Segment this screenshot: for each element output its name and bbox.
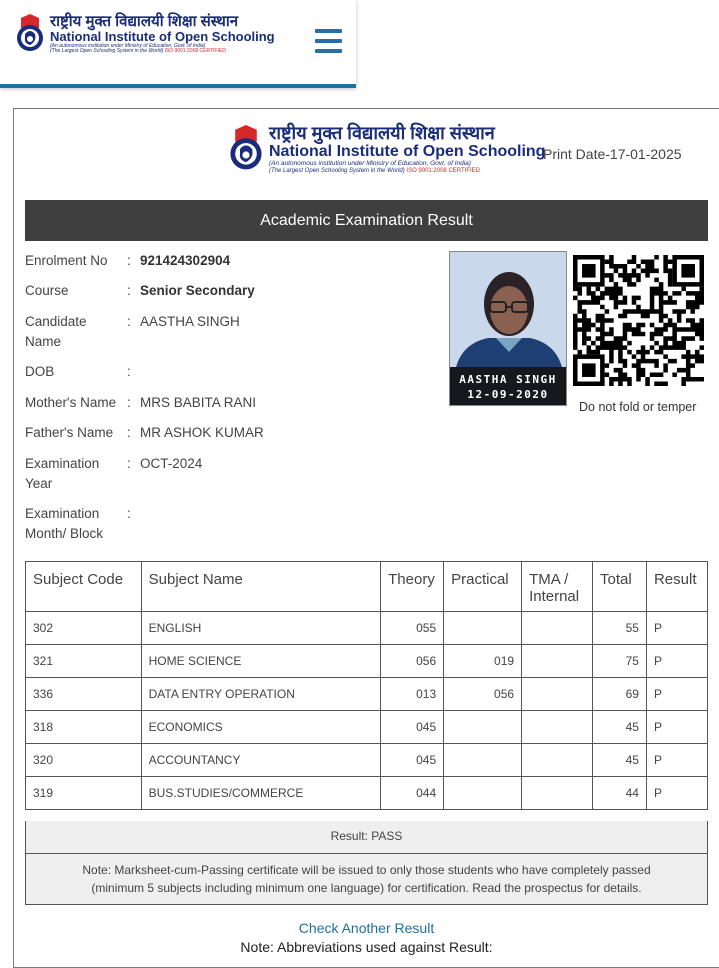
practical-cell: 056	[444, 678, 522, 711]
theory-cell: 045	[381, 711, 444, 744]
total-cell: 45	[593, 711, 647, 744]
nios-logo[interactable]	[15, 14, 275, 54]
field-label: Course	[25, 283, 69, 298]
note-line: Note: Marksheet-cum-Passing certificate will be issued to only those students who have completely passed	[82, 863, 651, 877]
table-row	[26, 777, 708, 810]
photo-caption-date: 12-09-2020	[467, 388, 549, 401]
field-colon: :	[127, 314, 131, 329]
abbreviations-note: Note: Abbreviations used against Result:	[240, 939, 493, 955]
field-colon: :	[127, 364, 131, 379]
tma-cell	[522, 711, 593, 744]
field-label: Examination Month/ Block	[25, 506, 104, 541]
logo-hindi-text: राष्ट्रीय मुक्त विद्यालयी शिक्षा संस्थान	[50, 13, 239, 30]
column-header-practical: Practical	[444, 562, 522, 612]
check-another-result-link[interactable]: Check Another Result	[298, 920, 435, 936]
result-cell: P	[646, 612, 707, 645]
subject-name-cell: ACCOUNTANCY	[141, 744, 381, 777]
column-header-total: Total	[593, 562, 647, 612]
father-name-value: MR ASHOK KUMAR	[140, 425, 264, 440]
candidate-photo	[449, 251, 567, 406]
logo-tagline: (The Largest Open Schooling System in the World) ISO 9001:2008 CERTIFIED	[269, 167, 480, 174]
result-banner-title: Academic Examination Result	[25, 200, 708, 241]
subject-code-cell: 302	[26, 612, 142, 645]
result-cell: P	[646, 645, 707, 678]
subject-name-cell: ECONOMICS	[141, 711, 381, 744]
total-cell: 69	[593, 678, 647, 711]
course-value: Senior Secondary	[140, 283, 255, 298]
qr-code-icon	[573, 255, 704, 386]
total-cell: 55	[593, 612, 647, 645]
practical-cell	[444, 744, 522, 777]
tma-cell	[522, 678, 593, 711]
table-row	[26, 744, 708, 777]
table-row	[26, 711, 708, 744]
result-cell: P	[646, 711, 707, 744]
result-cell: P	[646, 744, 707, 777]
theory-cell: 055	[381, 612, 444, 645]
subject-name-cell: ENGLISH	[141, 612, 381, 645]
column-header-tma: TMA / Internal	[522, 562, 593, 612]
print-date: Print Date-17-01-2025	[543, 146, 682, 162]
exam-year-value: OCT-2024	[140, 456, 203, 471]
result-logo	[228, 124, 545, 174]
result-cell: P	[646, 678, 707, 711]
subject-code-cell: 321	[26, 645, 142, 678]
theory-cell: 013	[381, 678, 444, 711]
field-colon: :	[127, 456, 131, 471]
photo-caption-name: AASTHA SINGH	[459, 373, 557, 386]
theory-cell: 056	[381, 645, 444, 678]
field-label: Examination Year	[25, 456, 100, 491]
field-colon: :	[127, 283, 131, 298]
table-row	[26, 612, 708, 645]
tma-cell	[522, 777, 593, 810]
field-label: Enrolment No	[25, 253, 108, 268]
table-header-row	[26, 562, 708, 612]
field-label: DOB	[25, 364, 55, 379]
logo-english-text: National Institute of Open Schooling	[269, 143, 546, 160]
tma-cell	[522, 744, 593, 777]
candidate-name-value: AASTHA SINGH	[140, 314, 240, 329]
column-header-subject-name: Subject Name	[141, 562, 381, 612]
nios-emblem-icon	[228, 124, 264, 174]
practical-cell	[444, 777, 522, 810]
marks-table	[25, 561, 708, 810]
subject-code-cell: 336	[26, 678, 142, 711]
person-silhouette-icon	[450, 252, 567, 372]
practical-cell: 019	[444, 645, 522, 678]
subject-code-cell: 320	[26, 744, 142, 777]
theory-cell: 045	[381, 744, 444, 777]
tma-cell	[522, 612, 593, 645]
practical-cell	[444, 612, 522, 645]
subject-code-cell: 319	[26, 777, 142, 810]
logo-subtitle: (An autonomous institution under Ministry of Education, Govt. of India)	[50, 43, 206, 49]
field-colon: :	[127, 395, 131, 410]
logo-subtitle: (An autonomous institution under Ministry of Education, Govt. of India)	[269, 160, 471, 167]
field-label: Candidate Name	[25, 314, 87, 349]
nios-emblem-icon	[15, 14, 45, 54]
hamburger-menu-icon[interactable]	[315, 29, 342, 53]
total-cell: 45	[593, 744, 647, 777]
result-cell: P	[646, 777, 707, 810]
field-colon: :	[127, 253, 131, 268]
qr-note: Do not fold or temper	[579, 400, 697, 414]
field-label: Father's Name	[25, 425, 114, 440]
site-header	[0, 0, 356, 88]
subject-code-cell: 318	[26, 711, 142, 744]
logo-hindi-text: राष्ट्रीय मुक्त विद्यालयी शिक्षा संस्थान	[269, 123, 495, 143]
subject-name-cell: HOME SCIENCE	[141, 645, 381, 678]
column-header-theory: Theory	[381, 562, 444, 612]
note-line: (minimum 5 subjects including minimum one language) for certification. Read the prospectus for details.	[91, 881, 642, 895]
table-row	[26, 678, 708, 711]
subject-name-cell: BUS.STUDIES/COMMERCE	[141, 777, 381, 810]
overall-result: Result: PASS	[25, 821, 708, 854]
certificate-note	[25, 854, 708, 905]
mother-name-value: MRS BABITA RANI	[140, 395, 257, 410]
column-header-subject-code: Subject Code	[26, 562, 142, 612]
logo-tagline: (The Largest Open Schooling System in the World) ISO 9001:2008 CERTIFIED	[50, 48, 226, 54]
tma-cell	[522, 645, 593, 678]
total-cell: 44	[593, 777, 647, 810]
subject-name-cell: DATA ENTRY OPERATION	[141, 678, 381, 711]
practical-cell	[444, 711, 522, 744]
field-colon: :	[127, 506, 131, 521]
logo-english-text: National Institute of Open Schooling	[50, 29, 275, 44]
field-label: Mother's Name	[25, 395, 117, 410]
field-colon: :	[127, 425, 131, 440]
table-row	[26, 645, 708, 678]
theory-cell: 044	[381, 777, 444, 810]
enrolment-number: 921424302904	[140, 253, 231, 268]
total-cell: 75	[593, 645, 647, 678]
column-header-result: Result	[646, 562, 707, 612]
